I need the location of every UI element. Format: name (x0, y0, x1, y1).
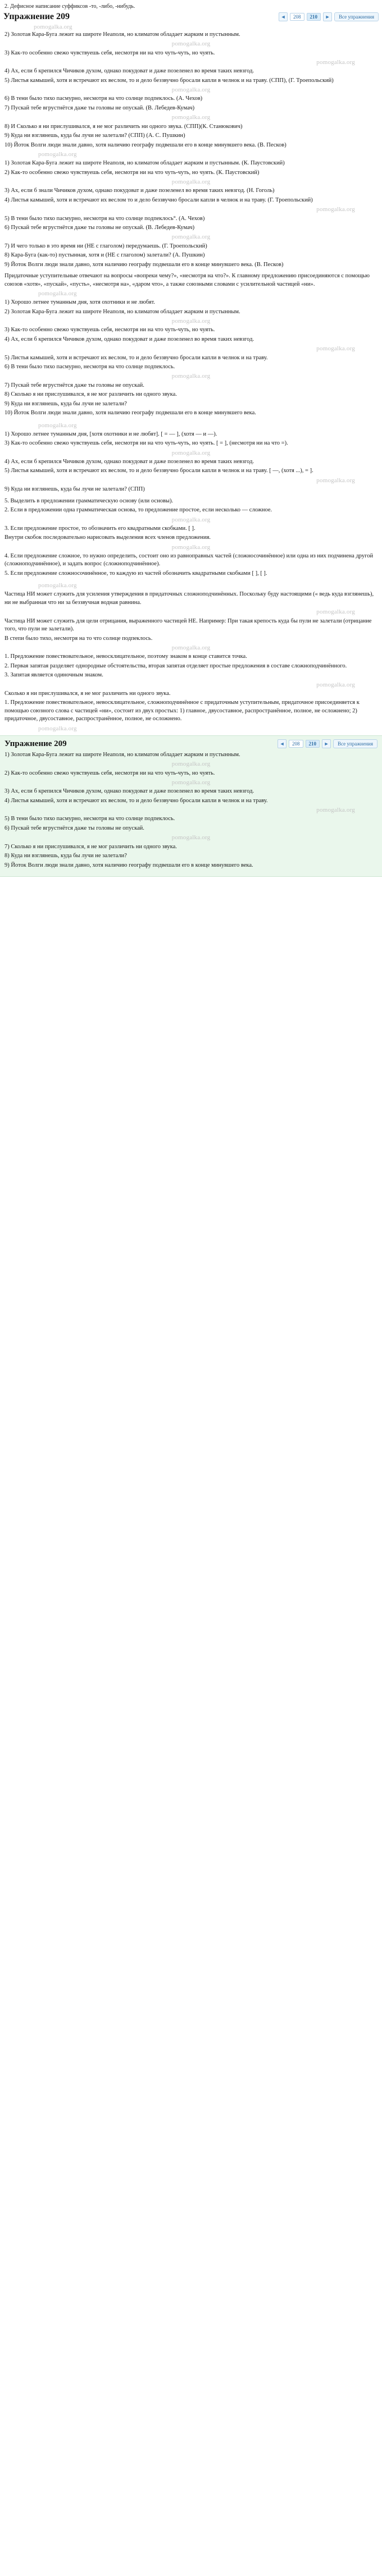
numbered-sample-0: 1) Хорошо летнее туманным дня, [хотя охотники и не любят]. [ = — ], (хотя — и —). (4, 431, 217, 437)
explanation-4: 4) Ах, если б крепился Чичиков духом, однако покудоват и даже позеленел во время таких невзгод. (4, 336, 254, 342)
summary-prev-button[interactable]: ◄ (278, 739, 286, 748)
exercise-header (0, 11, 382, 23)
watermark: pomogalka.org (171, 761, 211, 768)
explanation-3: 3) Как-то особенно свежо чувствуешь себя, несмотря ни на что чуть-чуть, но чуять. (4, 327, 215, 333)
block-line-8: 9) Йоток Волги люди знали давно, хотя наличию географу подвешали его в конце минувшего века. (В. Песков) (4, 261, 284, 268)
block-line-3: 4) Листья камышей, хотя и встречают их веслом то и дело беззвучно бросали капли в челнок и на траву. (Г. Троепольский) (4, 196, 313, 203)
footer-note-2: В степи было тихо, несмотря на то что солнце подпеклось. (4, 635, 153, 642)
watermark: pomogalka.org (38, 151, 77, 158)
watermark: pomogalka.org (38, 725, 77, 732)
footer-note-3: 1. Предложение повествовательное, невосклицательное, поэтому знаком в конце ставится точка. (4, 653, 247, 660)
green-line-0: 1) Золотая Кара-Буга лежит на широте Неаполя, но климатом обладает жарким и пустынным. (4, 751, 240, 758)
summary-header (4, 738, 378, 751)
task-item-5: 5. Если предложение сложносочинённое, то каждую из частей обозначить квадратными скобками [ ], [ ]. (4, 570, 267, 576)
text-run-8: 10) Йоток Волги люди знали давно, хотя наличию географу подвешали его в конце минувшего века. (В. Песков) (4, 141, 286, 148)
watermark: pomogalka.org (316, 206, 355, 213)
explanation-6: 6) В тени было тихо пасмурно, несмотря на что солнце подпеклось. (4, 364, 175, 370)
block-line-6: 7) И чего только в это время ни (НЕ с глаголом) передумаешь. (Г. Троепольский) (4, 242, 207, 249)
text-run-1: 3) Как-то особенно свежо чувствуешь себя, несмотря ни на что чуть-чуть, но чуять. (4, 49, 215, 56)
watermark: pomogalka.org (171, 40, 211, 48)
watermark: pomogalka.org (171, 449, 211, 456)
page-title: Упражнение 209 (3, 12, 70, 21)
watermark: pomogalka.org (171, 86, 211, 94)
green-line-3: 4) Листья камышей, хотя и встречают их веслом, то и дело беззвучно бросали капли в челнок и на траву. (4, 797, 268, 804)
explanation-5: 5) Листья камышей, хотя и встречают их веслом, то и дело беззвучно бросали капли в челнок и на траву. (4, 354, 268, 361)
task-item-4: 4. Если предложение сложное, то нужно определить, состоит оно из равноправных частей (сложносочинённое) или одна из них подчинена другой (сложноподчинённое), и задать вопрос (сложноподчинённое). (4, 552, 374, 568)
watermark: pomogalka.org (316, 345, 355, 353)
text-run-4: 6) В тени было тихо пасмурно, несмотря на что солнце подпеклось. (А. Чехов) (4, 95, 203, 102)
summary-title: Упражнение 209 (4, 739, 67, 748)
footer-note-0: Частица НИ может служить для усиления утверждения в придаточных сложноподчинённых. Поскольку буду настоящими (« ведь куда взглянешь), ни не выбранная что ни за беззвучная водная равнина. (4, 591, 374, 606)
footer-note-7: 1. Предложение повествовательное, невосклицательное, сложноподчинённое с придаточным уступительным, придаточное присоединяется к помощью союзного слова с частицей «ни», состоит из двух простых: 1) главное, двусоставное, распространённое, полное, не осложнено; 2) придаточное, двусоставное, распространённое, полное, не осложнено. (4, 699, 360, 722)
block-line-1: 2) Как-то особенно свежо чувствуешь себя, несмотря ни на что чуть-чуть, но чуять. (К. Паустовский) (4, 169, 260, 176)
explanation-9: 9) Куда ни взглянешь, куда бы лучи не залетали? (4, 400, 127, 407)
block-line-0: 1) Золотая Кара-Буга лежит на широте Неаполя, но климатом обладает жарким и пустынным. (К. Паустовский) (4, 160, 285, 167)
green-line-4: 5) В тени было тихо пасмурно, несмотря на что солнце подпеклось. (4, 816, 175, 822)
task-item-1: 2. Если в предложении одна грамматическая основа, то предложение простое, если несколько — сложное. (4, 507, 272, 514)
watermark: pomogalka.org (38, 582, 77, 589)
footer-note-6: Сколько я ни прислушивался, я не мог различить ни одного звука. (4, 690, 171, 697)
footer-note-1: Частица НИ может служить для цели отрицания, выраженного частицей НЕ. Например: При такая крепость куда бы пули не залетали (отрицание того, что пули не залетали). (4, 617, 372, 633)
watermark: pomogalka.org (171, 114, 211, 121)
summary-pager[interactable] (278, 739, 378, 748)
watermark: pomogalka.org (316, 59, 355, 66)
watermark: pomogalka.org (316, 681, 355, 688)
footer-note-4: 2. Первая запятая разделяет однородные обстоятельства, вторая запятая отделяет простые предложения в составе сложноподчинённого. (4, 662, 347, 669)
numbered-sample-1: 3) Как-то особенно свежо чувствуешь себя, несмотря ни на что чуть-чуть, но чуять. [ = ], (несмотря ни на что =). (4, 440, 288, 447)
numbered-sample-2: 4) Ах, если б крепился Чичиков духом, однако покудоват и даже позеленел во время таких невзгод. (4, 458, 254, 465)
text-run-0: 2) Золотая Кара-Буга лежит на широте Неаполя, но климатом обладает жарким и пустынным. (4, 31, 240, 38)
green-line-6: 7) Сколько я ни прислушивался, я не мог различить ни одного звука. (4, 843, 177, 850)
task-item-2: 3. Если предложение простое, то обозначить его квадратными скобками. [ ]. (4, 525, 195, 532)
page-210-link[interactable]: 210 (307, 13, 321, 21)
summary-all-exercises-button[interactable]: Все упражнения (333, 739, 378, 748)
green-line-5: 6) Пускай тебе вгрустнётся даже ты головы не опускай. (4, 825, 144, 831)
text-run-7: 9) Куда ни взглянешь, куда бы лучи не залетали? (СПП) (А. С. Пушкин) (4, 132, 185, 139)
block-line-4: 5) В тени было тихо пасмурно, несмотря на что солнце подпеклось°. (А. Чехов) (4, 215, 205, 222)
block-line-5: 6) Пускай тебе вгрустнётся даже ты головы не опускай. (В. Лебедев-Кумач) (4, 224, 195, 231)
exercise-page (0, 0, 382, 882)
watermark: pomogalka.org (171, 834, 211, 841)
task-item-0: 5. Выделить в предложении грамматическую основу (или основы). (4, 497, 174, 504)
watermark: pomogalka.org (171, 644, 211, 652)
explanation-0: Придаточные уступительные отвечают на вопросы «вопреки чему?», «несмотря на что?». К главному предложению присоединяются с помощью союзов «хотя», «пускай», «пусть», «несмотря на», «даром что», а также союзными словами с усилительной частицей «ни». (4, 273, 370, 287)
watermark: pomogalka.org (171, 318, 211, 325)
explanation-7: 7) Пускай тебе вгрустнётся даже ты головы не опускай. (4, 382, 144, 388)
top-note: 2. Дефисное написание суффиксов -то, -либо, -нибудь. (4, 3, 135, 10)
summary-body (4, 751, 378, 870)
watermark: pomogalka.org (171, 516, 211, 523)
text-run-6: 8) И Сколько я ни прислушивался, я не мог различить ни одного звука. (СПП)(К. Станюкович) (4, 123, 243, 130)
explanation-10: 10) Йоток Волги люди знали давно, хотя наличию географу подвешали его в конце минувшего века. (4, 410, 256, 417)
watermark: pomogalka.org (316, 608, 355, 616)
green-line-1: 2) Как-то особенно свежо чувствуешь себя, несмотря ни на что чуть-чуть, но чуять. (4, 770, 215, 776)
green-line-8: 9) Йоток Волги люди знали давно, хотя наличию географу подвешали его в конце минувшего века. (4, 862, 253, 868)
explanation-2: 2) Золотая Кара-Буга лежит на широте Неаполя, но климатом обладает жарким и пустынным. (4, 308, 240, 315)
pager[interactable] (279, 12, 379, 21)
text-run-5: 7) Пускай тебе вгрустнётся даже ты головы не опускай. (В. Лебедев-Кумач) (4, 104, 195, 111)
block-line-2: 3) Ах, если б знали Чичиков духом, однако покудоват и даже позеленел во время таких невзгод. (Н. Гоголь) (4, 187, 275, 194)
summary-page-210-link[interactable]: 210 (306, 740, 320, 748)
answer-summary-box (0, 735, 382, 877)
prev-page-button[interactable]: ◄ (279, 12, 288, 21)
watermark: pomogalka.org (171, 779, 211, 786)
watermark: pomogalka.org (38, 290, 77, 298)
watermark: pomogalka.org (316, 477, 355, 484)
numbered-sample-4: 9) Куда ни взглянешь, куда бы лучи не залетали? (СПП) (4, 486, 145, 493)
explanation-1: 1) Хорошо летнее туманным дня, хотя охотники и не любят. (4, 299, 156, 306)
summary-next-button[interactable]: ► (322, 739, 331, 748)
green-line-7: 8) Куда ни взглянешь, куда бы лучи не залетали? (4, 853, 127, 859)
explanation-8: 8) Сколько я ни прислушивался, я не мог различить ни одного звука. (4, 391, 177, 398)
watermark: pomogalka.org (171, 543, 211, 551)
green-line-2: 3) Ах, если б крепился Чичиков духом, однако покудоват и даже позеленел во время таких невзгод. (4, 788, 254, 795)
watermark: pomogalka.org (171, 179, 211, 186)
text-run-3: 5) Листья камышей, хотя и встречают их веслом, то и дело беззвучно бросали капли в челнок и на траву. (СПП), (Г. Троепольский) (4, 77, 334, 84)
block-line-7: 8) Кара-Буга (как-то) пустынная, хотя и (НЕ с глаголом) залетали? (А. Пушкин) (4, 252, 205, 259)
summary-page-208-link[interactable]: 208 (289, 740, 303, 748)
numbered-sample-3: 5) Листья камышей, хотя и встречают их веслом, то и дело беззвучно бросали капли в челнок и на траву. [ —, (хотя ...), = ]. (4, 468, 313, 474)
footer-note-5: 3. Запятая является одиночным знаком. (4, 672, 103, 679)
text-run-2: 4) Ах, если б крепился Чичиков духом, однако покудоват и даже позеленел во время таких невзгод. (4, 68, 254, 75)
answer-body (0, 31, 382, 733)
all-exercises-button[interactable]: Все упражнения (334, 12, 379, 21)
watermark: pomogalka.org (171, 373, 211, 380)
watermark: pomogalka.org (38, 422, 77, 429)
watermark: pomogalka.org (171, 234, 211, 241)
next-page-button[interactable]: ► (323, 12, 332, 21)
task-item-3: Внутри скобок последовательно нарисовать выделения всех членов предложения. (4, 534, 211, 541)
watermark: pomogalka.org (316, 807, 355, 814)
watermark: pomogalka.org (34, 24, 72, 30)
page-208-link[interactable]: 208 (290, 13, 304, 21)
